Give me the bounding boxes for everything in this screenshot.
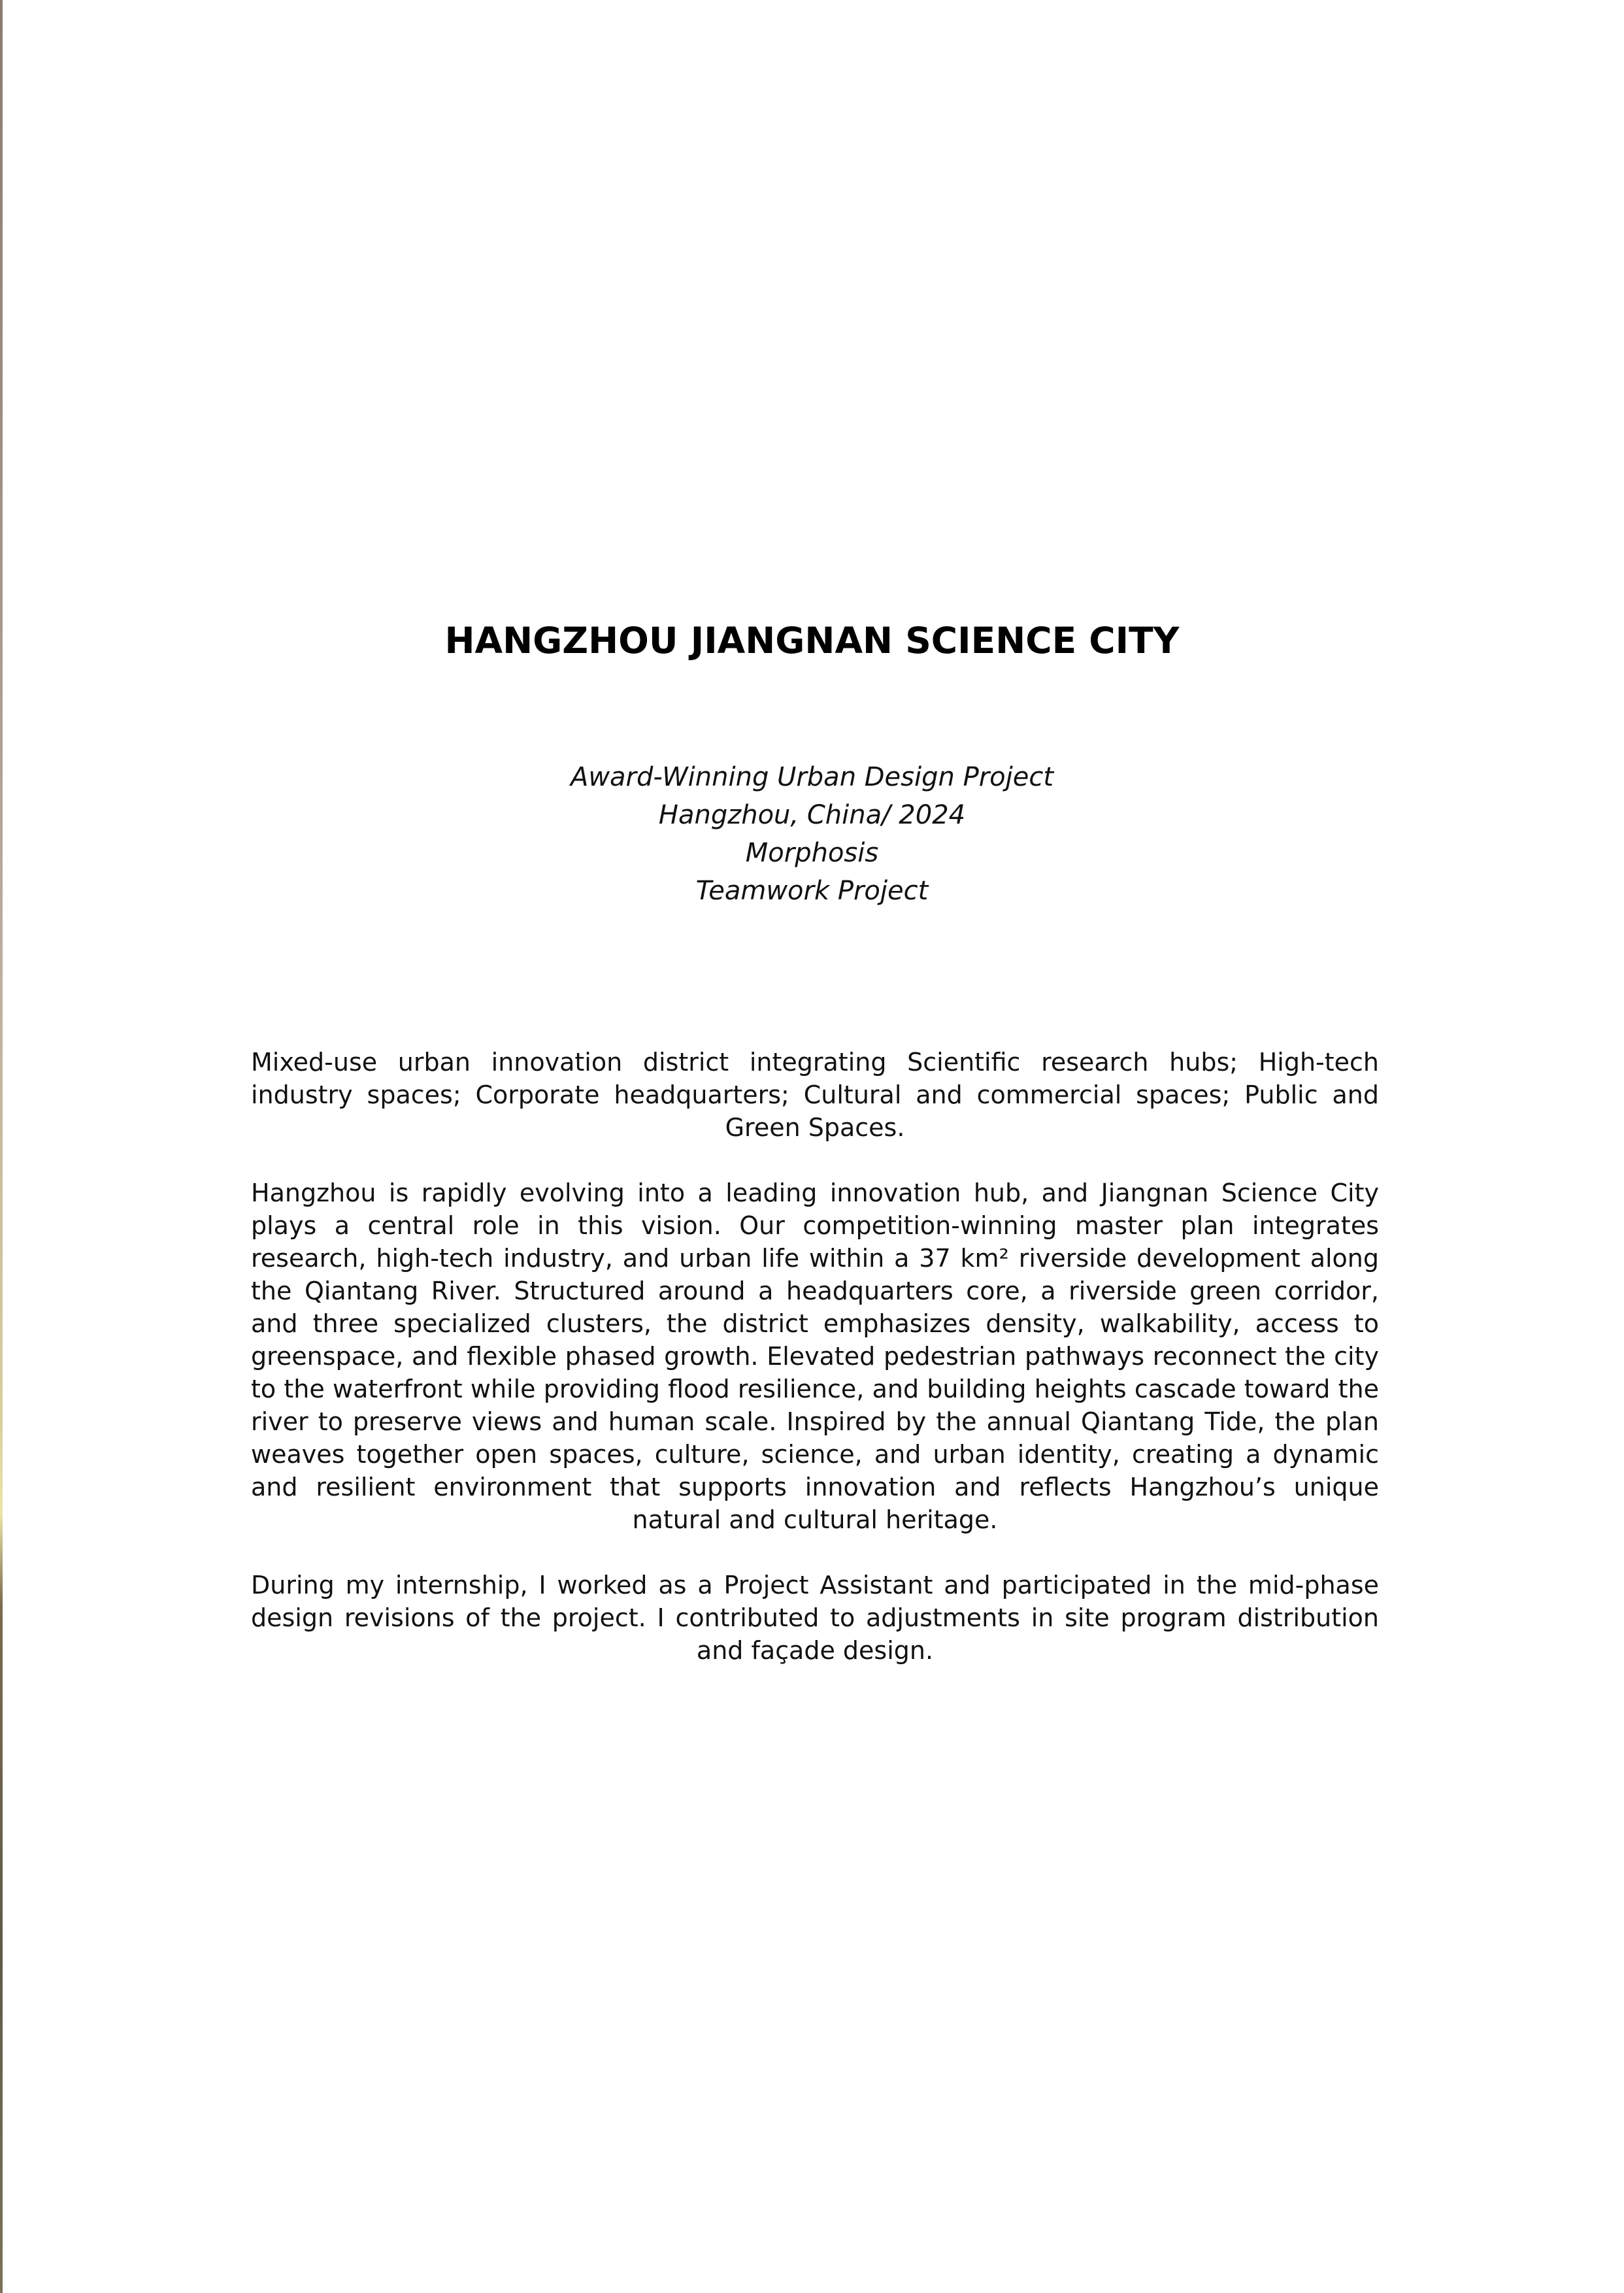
project-location-year: Hangzhou, China/ 2024: [658, 800, 966, 830]
program-summary-paragraph: Mixed-use urban innovation district integrating Scientific research hubs; High-tech industry spaces; Corporate headquarters; Cultural and commercial spaces; Public and Green Spaces.: [251, 1048, 1379, 1142]
project-firm: Morphosis: [745, 838, 879, 868]
project-meta: [0, 758, 1624, 910]
internship-role-paragraph: During my internship, I worked as a Project Assistant and participated in the mid-phase design revisions of the project. I contributed to adjustments in site program distribution and façade design.: [251, 1571, 1379, 1665]
project-award: Award-Winning Urban Design Project: [570, 762, 1054, 792]
project-description-paragraph: Hangzhou is rapidly evolving into a leading innovation hub, and Jiangnan Science City plays a central role in this vision. Our competition-winning master plan integrates research, high-tech industry, and urban life within a 37 km² riverside development along the Qiantang River. Structured around a headquarters core, a riverside green corridor, and three specialized clusters, the district emphasizes density, walkability, access to greenspace, and flexible phased growth. Elevated pedestrian pathways reconnect the city to the waterfront while providing flood resilience, and building heights cascade toward the river to preserve views and human scale. Inspired by the annual Qiantang Tide, the plan weaves together open spaces, culture, science, and urban identity, creating a dynamic and resilient environment that supports innovation and reflects Hangzhou’s unique natural and cultural heritage.: [251, 1179, 1379, 1534]
page-title: HANGZHOU JIANGNAN SCIENCE CITY: [444, 620, 1180, 661]
project-type: Teamwork Project: [695, 876, 929, 906]
